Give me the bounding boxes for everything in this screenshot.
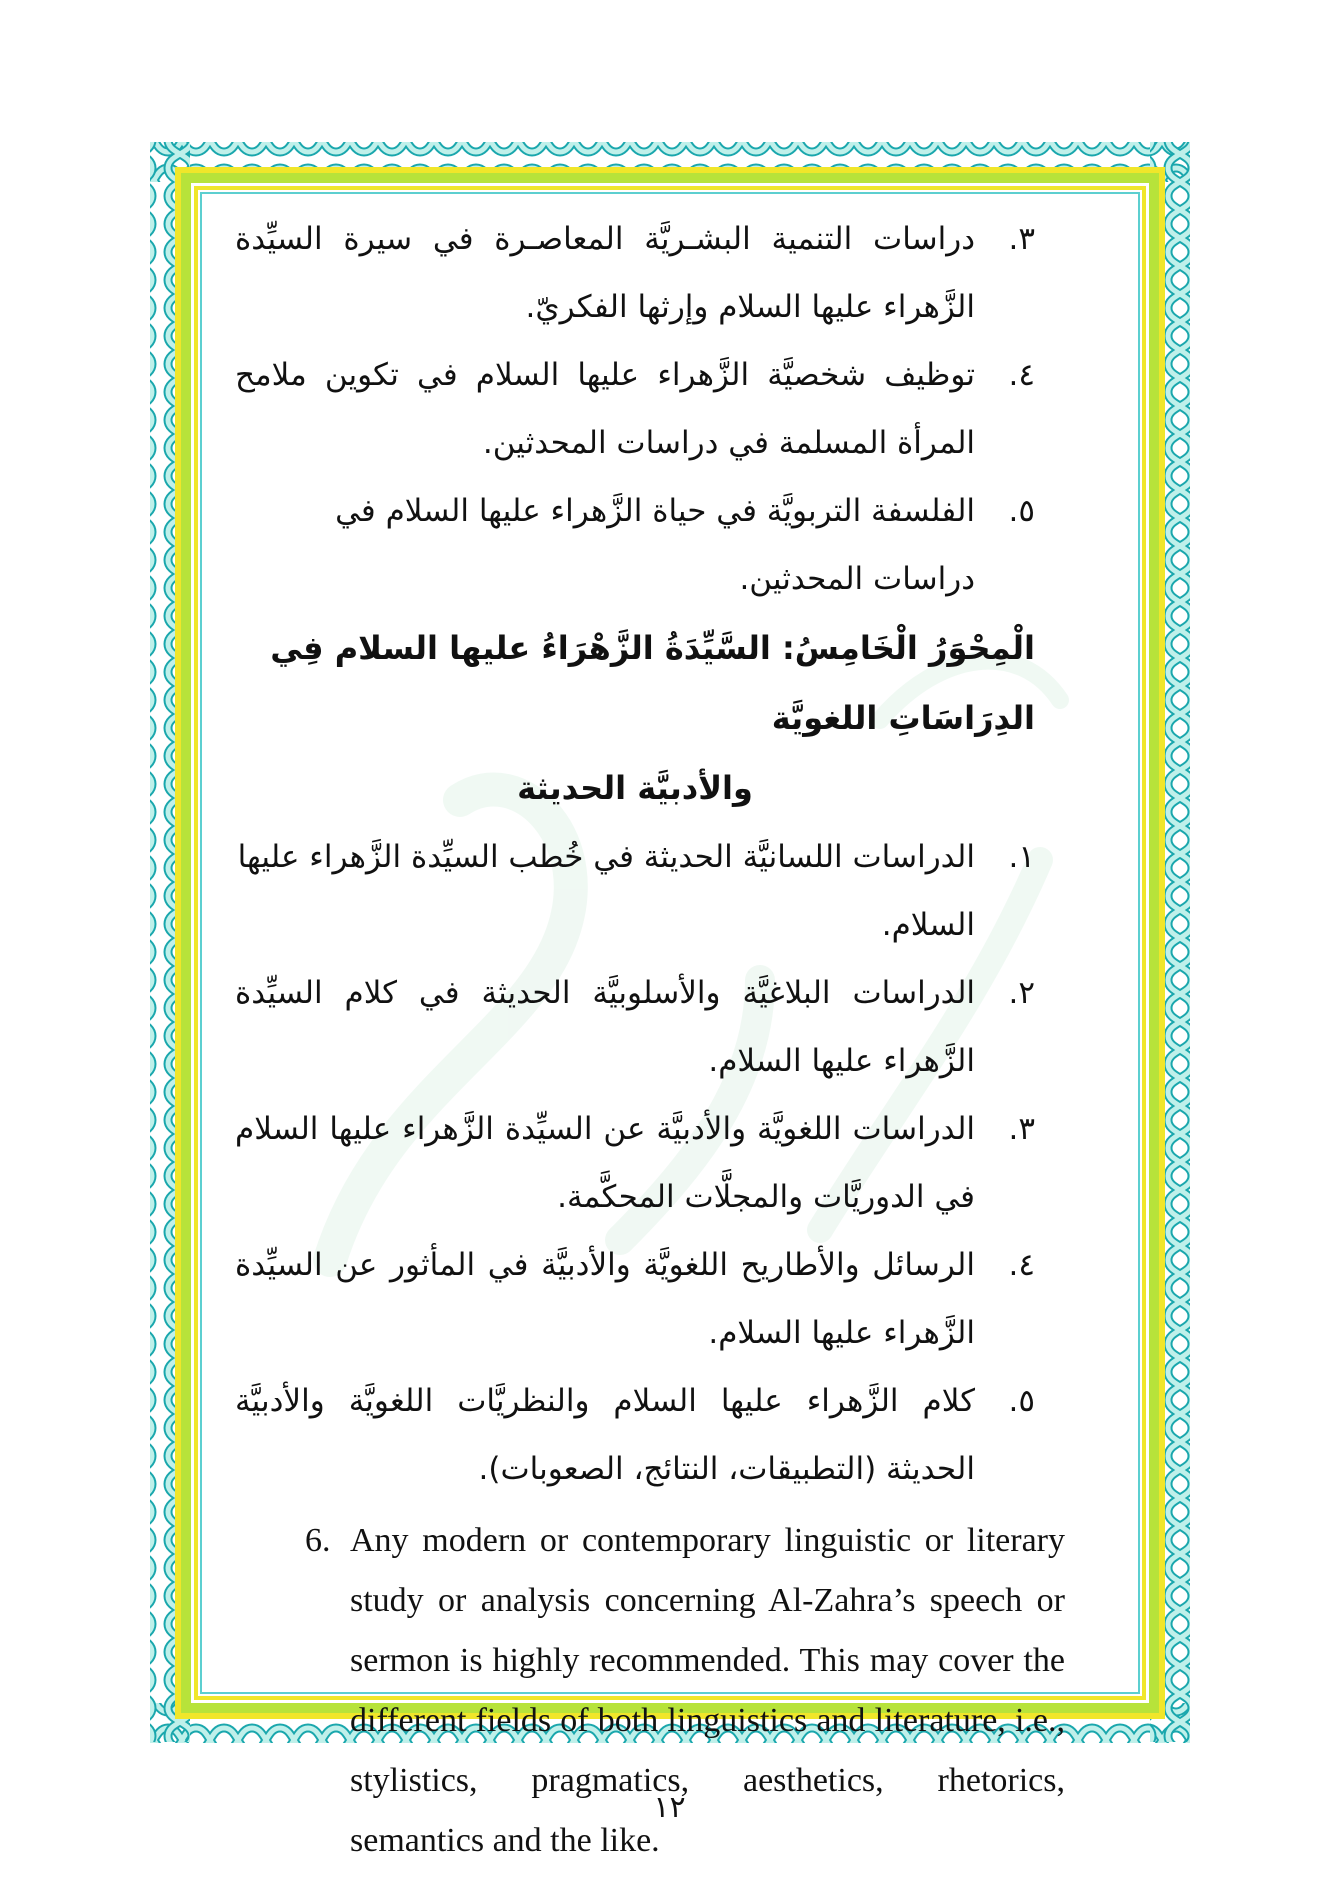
list-text: توظيف شخصيَّة الزَّهراء عليها السلام في تكوين ملامح المرأة المسلمة في دراسات المحدثين. xyxy=(235,357,975,461)
list-text: الدراسات اللغويَّة والأدبيَّة عن السيِّدة الزَّهراء عليها السلام في الدوريَّات والمجلَّات المحكَّمة. xyxy=(235,1111,975,1215)
list-item xyxy=(235,341,1035,477)
list-item xyxy=(235,205,1035,341)
list-number: 6. xyxy=(305,1522,331,1559)
list-number: ٤. xyxy=(1008,357,1035,393)
list-text: الدراسات اللسانيَّة الحديثة في خُطب السيِّدة الزَّهراء عليها السلام. xyxy=(237,839,975,943)
section-heading: الْمِحْوَرُ الْخَامِسُ: السَّيِّدَةُ الزَّهْرَاءُ عليها السلام فِي الدِرَاسَاتِ اللغويَّة xyxy=(270,629,1035,737)
list-number: ٢. xyxy=(1008,975,1035,1011)
list-item xyxy=(235,959,1035,1095)
list-text: الرسائل والأطاريح اللغويَّة والأدبيَّة في المأثور عن السيِّدة الزَّهراء عليها السلام. xyxy=(235,1247,975,1351)
list-number: ٥. xyxy=(1008,493,1035,529)
list-item xyxy=(235,1367,1035,1503)
list-number: ٤. xyxy=(1008,1247,1035,1283)
list-text: الدراسات البلاغيَّة والأسلوبيَّة الحديثة في كلام السيِّدة الزَّهراء عليها السلام. xyxy=(235,975,975,1079)
list-text: الفلسفة التربويَّة في حياة الزَّهراء عليها السلام في دراسات المحدثين. xyxy=(335,493,975,597)
section-heading-continuation: والأدبيَّة الحديثة xyxy=(517,769,753,807)
list-text: كلام الزَّهراء عليها السلام والنظريَّات اللغويَّة والأدبيَّة الحديثة (التطبيقات، النتائج، الصعوبات). xyxy=(235,1383,975,1487)
page-number: ١٢ xyxy=(653,1790,686,1825)
list-number: ٥. xyxy=(1008,1383,1035,1419)
list-item xyxy=(235,1231,1035,1367)
list-item xyxy=(235,477,1035,613)
arabic-section xyxy=(235,205,1035,1503)
list-text: Any modern or contemporary linguistic or literary study or analysis concerning Al-Zahra’s speech or sermon is highly recommended. This may cover the different fields of both linguistics and literature, i.e., stylistics, pragmatics, aesthetics, rhetorics, semantics and the like. xyxy=(350,1522,1065,1859)
list-text: دراسات التنمية البشـريَّة المعاصـرة في سيرة السيِّدة الزَّهراء عليها السلام وإرثها الفكريّ. xyxy=(235,221,975,325)
list-number: ١. xyxy=(1008,839,1035,875)
list-item xyxy=(235,1095,1035,1231)
list-number: ٣. xyxy=(1008,1111,1035,1147)
list-number: ٣. xyxy=(1008,221,1035,257)
list-item xyxy=(235,823,1035,959)
